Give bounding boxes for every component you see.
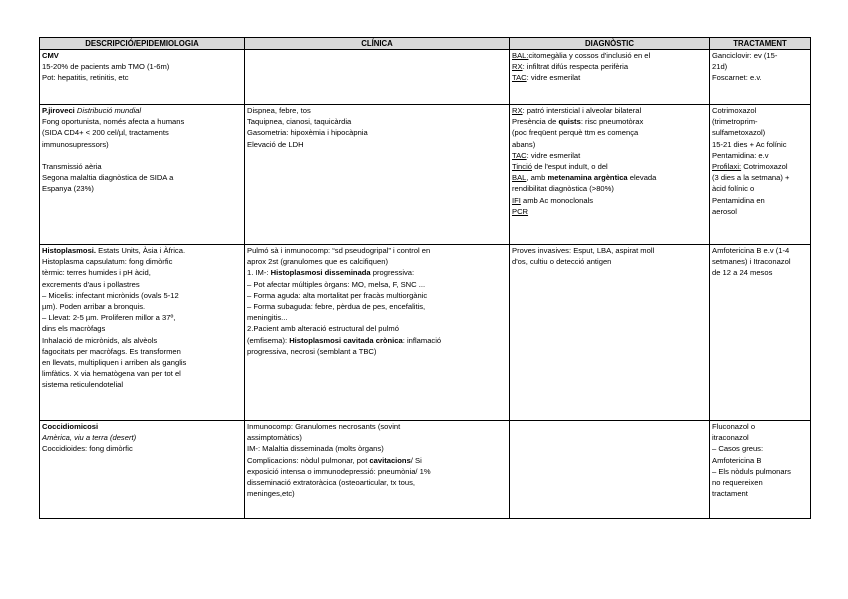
text-line — [42, 346, 242, 357]
text-line — [247, 245, 507, 256]
text-segment: Pentamidina en — [712, 195, 765, 205]
text-segment: Coccidioides: fong dimòrfic — [42, 444, 133, 454]
text-line — [512, 61, 707, 72]
text-segment: – Casos greus: — [712, 444, 764, 454]
text-line — [512, 195, 707, 206]
text-line — [712, 172, 808, 183]
text-line — [42, 139, 242, 150]
text-line — [247, 443, 507, 454]
text-line — [712, 195, 808, 206]
text-line — [712, 150, 808, 161]
text-line — [247, 127, 507, 138]
text-line — [247, 116, 507, 127]
text-segment: limfàtics. X via hematògena van per tot el — [42, 369, 181, 379]
text-segment: Histoplasmosi disseminada — [270, 268, 371, 278]
text-segment: 21d) — [712, 62, 728, 72]
text-segment: TAC — [512, 73, 527, 83]
text-line — [42, 421, 242, 432]
text-segment: – Micelis: infectant micrònids (ovals 5-12 — [42, 290, 179, 300]
text-line — [247, 279, 507, 290]
text-segment: 15-21 dies + Ac folínic — [712, 139, 787, 149]
text-segment: : patró intersticial i alveolar bilateral — [522, 106, 642, 115]
histoplasmosi-treatment-cell — [710, 245, 811, 421]
coccidiomicosi-treatment-cell — [710, 421, 811, 519]
text-segment: sulfametoxazol) — [712, 128, 766, 138]
text-line — [712, 267, 808, 278]
text-segment: Fluconazol o — [712, 422, 756, 431]
text-line — [247, 256, 507, 267]
text-segment: meninges,etc) — [247, 489, 295, 499]
pjiroveci-clinic-cell — [245, 105, 510, 245]
text-line — [42, 105, 242, 116]
text-segment: IM-: Malaltia disseminada (molts òrgans) — [247, 444, 384, 454]
text-line — [712, 127, 808, 138]
text-segment: : infiltrat difús respecta perifèria — [522, 62, 629, 72]
text-segment: (trimetroprim- — [712, 117, 758, 127]
text-line — [42, 312, 242, 323]
text-line — [512, 139, 707, 150]
text-segment: sistema reticulendotelial — [42, 380, 124, 390]
coccidiomicosi-diagnosis-cell — [510, 421, 710, 519]
text-segment: Complicacions: nòdul pulmonar, pot — [247, 455, 370, 465]
text-segment: CMV — [42, 51, 59, 60]
text-segment: Amfotericina B e.v (1-4 — [712, 246, 790, 255]
text-segment: 15-20% de pacients amb TMO (1-6m) — [42, 62, 170, 72]
text-segment: Proves invasives: Esput, LBA, aspirat moll — [512, 246, 655, 255]
text-line — [712, 139, 808, 150]
text-segment: RX — [512, 62, 523, 72]
text-segment: BAL: — [512, 51, 529, 60]
text-segment: IFI — [512, 195, 521, 205]
text-line — [42, 127, 242, 138]
text-segment: Cotrimoxazol — [712, 106, 757, 115]
text-line — [247, 488, 507, 499]
text-segment: Pentamidina: e.v — [712, 150, 769, 160]
text-segment: RX — [512, 106, 523, 115]
text-line — [712, 432, 808, 443]
text-segment: Foscarnet: e.v. — [712, 73, 762, 83]
text-segment: Fong oportunista, només afecta a humans — [42, 117, 185, 127]
text-line — [712, 455, 808, 466]
text-segment: itraconazol — [712, 433, 749, 443]
text-line — [42, 443, 242, 454]
text-segment: dins els macròfags — [42, 324, 106, 334]
text-segment: rendibilitat diagnòstica (>80%) — [512, 184, 614, 194]
text-line — [712, 50, 808, 61]
text-segment: Histoplasmosi. — [42, 246, 97, 255]
header-description: DESCRIPCIÓ/EPIDEMIOLOGIA — [40, 38, 245, 50]
diseases-table — [39, 37, 811, 519]
text-segment: Coccidiomicosi — [42, 422, 99, 431]
coccidiomicosi-clinic-cell — [245, 421, 510, 519]
text-segment: BAL — [512, 173, 527, 183]
text-segment: assimptomàtics) — [247, 433, 302, 443]
text-segment: (SIDA CD4+ < 200 cel/µl, tractaments — [42, 128, 169, 138]
text-segment: – Forma subaguda: febre, pèrdua de pes, encefalitis, — [247, 302, 426, 312]
text-line — [247, 267, 507, 278]
text-segment: – Llevat: 2-5 µm. Proliferen millor a 37º, — [42, 313, 176, 323]
coccidiomicosi-description-cell — [40, 421, 245, 519]
text-segment: Gasometria: hipoxèmia i hipocàpnia — [247, 128, 368, 138]
text-segment: 2.Pacient amb alteració estructural del pulmó — [247, 324, 399, 334]
text-segment: Pulmó sà i inmunocomp: “sd pseudogripal” i control en — [247, 246, 431, 255]
text-line — [42, 183, 242, 194]
text-line — [712, 443, 808, 454]
text-segment: Segona malaltia diagnòstica de SIDA a — [42, 173, 174, 183]
text-line — [42, 61, 242, 72]
text-line — [247, 323, 507, 334]
histoplasmosi-diagnosis-cell — [510, 245, 710, 421]
text-segment: aprox 2st (granulomes que es calcifiquen) — [247, 257, 388, 267]
text-line — [42, 357, 242, 368]
text-segment: abans) — [512, 139, 536, 149]
cmv-description-cell — [40, 50, 245, 105]
text-segment: Distribució mundial — [76, 106, 142, 115]
text-line — [712, 161, 808, 172]
text-segment: exposició intensa o immunodepressió: pneumònia/ 1% — [247, 466, 431, 476]
text-line — [512, 172, 707, 183]
text-line — [512, 105, 707, 116]
text-line — [512, 50, 707, 61]
text-segment: Cotrimoxazol — [741, 162, 788, 172]
header-treatment: TRACTAMENT — [710, 38, 811, 50]
text-line — [712, 72, 808, 83]
text-segment: – Forma aguda: alta mortalitat per fracàs multiorgànic — [247, 290, 428, 300]
text-segment: setmanes) i Itraconazol — [712, 257, 791, 267]
text-line — [712, 105, 808, 116]
text-segment: , amb — [526, 173, 548, 183]
text-line — [247, 466, 507, 477]
header-diagnosis: DIAGNÒSTIC — [510, 38, 710, 50]
text-segment: : vidre esmerilat — [526, 73, 581, 83]
text-segment: PCR — [512, 206, 529, 216]
text-line — [42, 172, 242, 183]
text-line — [247, 421, 507, 432]
text-segment: Elevació de LDH — [247, 139, 304, 149]
text-segment: immunosupressors) — [42, 139, 109, 149]
text-line — [247, 346, 507, 357]
text-segment: Dispnea, febre, tos — [247, 106, 311, 115]
text-segment: Amèrica, viu a terra (desert) — [42, 433, 137, 443]
text-segment: d'os, cultiu o detecció antigen — [512, 257, 612, 267]
text-segment: tractament — [712, 489, 748, 499]
text-line — [247, 312, 507, 323]
pjiroveci-diagnosis-cell — [510, 105, 710, 245]
text-line — [247, 139, 507, 150]
text-line — [712, 116, 808, 127]
text-line — [42, 161, 242, 172]
cmv-diagnosis-cell — [510, 50, 710, 105]
text-line — [42, 290, 242, 301]
row-coccidiomicosi — [40, 421, 811, 519]
text-line — [512, 116, 707, 127]
text-segment: Transmissió aèria — [42, 162, 102, 171]
text-line — [247, 290, 507, 301]
text-line — [712, 61, 808, 72]
pjiroveci-description-cell — [40, 105, 245, 245]
text-segment: meningitis... — [247, 313, 288, 323]
text-segment: cavitacions — [369, 455, 411, 465]
text-line — [512, 256, 707, 267]
text-line — [712, 245, 808, 256]
text-line — [712, 256, 808, 267]
text-line — [712, 206, 808, 217]
row-pjiroveci — [40, 105, 811, 245]
text-segment: en llevats, multipliquen i arriben als ganglis — [42, 358, 187, 368]
text-segment: àcid folínic o — [712, 184, 755, 194]
text-segment: – Pot afectar múltiples òrgans: MO, melsa, F, SNC ... — [247, 279, 426, 289]
cmv-clinic-cell — [245, 50, 510, 105]
text-line — [42, 335, 242, 346]
text-segment: TAC — [512, 150, 527, 160]
text-line — [42, 245, 242, 256]
text-line — [42, 72, 242, 83]
text-segment: Histoplasmosi cavitada crònica — [289, 335, 403, 345]
text-segment: metenamina argèntica — [547, 173, 628, 183]
text-segment: Presència de — [512, 117, 559, 127]
cmv-treatment-cell — [710, 50, 811, 105]
text-line — [512, 206, 707, 217]
text-segment: disseminació extratoràcica (osteoarticular, tx tous, — [247, 478, 415, 488]
text-line — [712, 488, 808, 499]
text-line — [512, 127, 707, 138]
text-segment: Espanya (23%) — [42, 184, 94, 194]
text-segment: no requereixen — [712, 478, 763, 488]
text-segment: : risc pneumotòrax — [580, 117, 644, 127]
text-line — [247, 455, 507, 466]
text-segment: Inhalació de micrònids, als alvèols — [42, 335, 158, 345]
text-line — [42, 116, 242, 127]
text-segment: Pot: hepatitis, retinitis, etc — [42, 73, 129, 83]
text-line — [42, 379, 242, 390]
text-segment: (emfisema): — [247, 335, 290, 345]
text-segment: µm). Poden arribar a bronquis. — [42, 302, 146, 312]
text-line — [42, 279, 242, 290]
text-segment: – Els nòduls pulmonars — [712, 466, 791, 476]
blank-line — [42, 150, 242, 161]
text-segment: (poc freqüent perquè ttm es comença — [512, 128, 639, 138]
text-segment: progressiva, necrosi (semblant a TBC) — [247, 346, 377, 356]
histoplasmosi-clinic-cell — [245, 245, 510, 421]
text-line — [42, 323, 242, 334]
text-line — [42, 50, 242, 61]
text-segment: Inmunocomp: Granulomes necrosants (sovint — [247, 422, 401, 431]
text-segment: de 12 a 24 mesos — [712, 268, 773, 278]
text-segment: quists — [558, 117, 581, 127]
text-segment: Estats Units, Àsia i Àfrica. — [96, 246, 186, 255]
text-segment: : inflamació — [402, 335, 442, 345]
text-segment: citomegàlia y cossos d'inclusió en el — [528, 51, 651, 60]
row-histoplasmosi — [40, 245, 811, 421]
header-row — [40, 38, 811, 50]
text-line — [42, 256, 242, 267]
text-line — [512, 183, 707, 194]
text-line — [247, 477, 507, 488]
text-line — [247, 335, 507, 346]
text-segment: Profilaxi: — [712, 162, 742, 172]
pjiroveci-treatment-cell — [710, 105, 811, 245]
text-line — [712, 421, 808, 432]
text-segment: Ganciclovir: ev (15- — [712, 51, 778, 60]
text-line — [512, 150, 707, 161]
text-segment: aerosol — [712, 206, 737, 216]
text-line — [42, 368, 242, 379]
text-segment: P.jiroveci — [42, 106, 77, 115]
text-line — [247, 432, 507, 443]
text-segment: fagocitats per macròfags. Es transformen — [42, 346, 181, 356]
text-line — [712, 477, 808, 488]
text-segment: de l'esput induït, o del — [531, 162, 608, 172]
header-clinic: CLÍNICA — [245, 38, 510, 50]
text-line — [42, 301, 242, 312]
text-line — [712, 466, 808, 477]
text-segment: Histoplasma capsulatum: fong dimòrfic — [42, 257, 173, 267]
text-segment: Tinció — [512, 162, 532, 172]
text-segment: : vidre esmerilat — [526, 150, 581, 160]
text-segment: excrements d'aus i pollastres — [42, 279, 140, 289]
text-line — [42, 432, 242, 443]
text-segment: Amfotericina B — [712, 455, 762, 465]
text-segment: elevada — [627, 173, 657, 183]
text-line — [247, 105, 507, 116]
text-segment: amb Ac monoclonals — [520, 195, 594, 205]
text-segment: progressiva: — [370, 268, 415, 278]
row-cmv — [40, 50, 811, 105]
histoplasmosi-description-cell — [40, 245, 245, 421]
text-line — [42, 267, 242, 278]
text-segment: Taquipnea, cianosi, taquicàrdia — [247, 117, 352, 127]
text-line — [512, 72, 707, 83]
text-segment: (3 dies a la setmana) + — [712, 173, 790, 183]
text-segment: tèrmic: terres humides i pH àcid, — [42, 268, 151, 278]
text-line — [712, 183, 808, 194]
text-line — [512, 161, 707, 172]
text-line — [512, 245, 707, 256]
text-segment: 1. IM-: — [247, 268, 271, 278]
text-segment: / Si — [410, 455, 422, 465]
text-line — [247, 301, 507, 312]
